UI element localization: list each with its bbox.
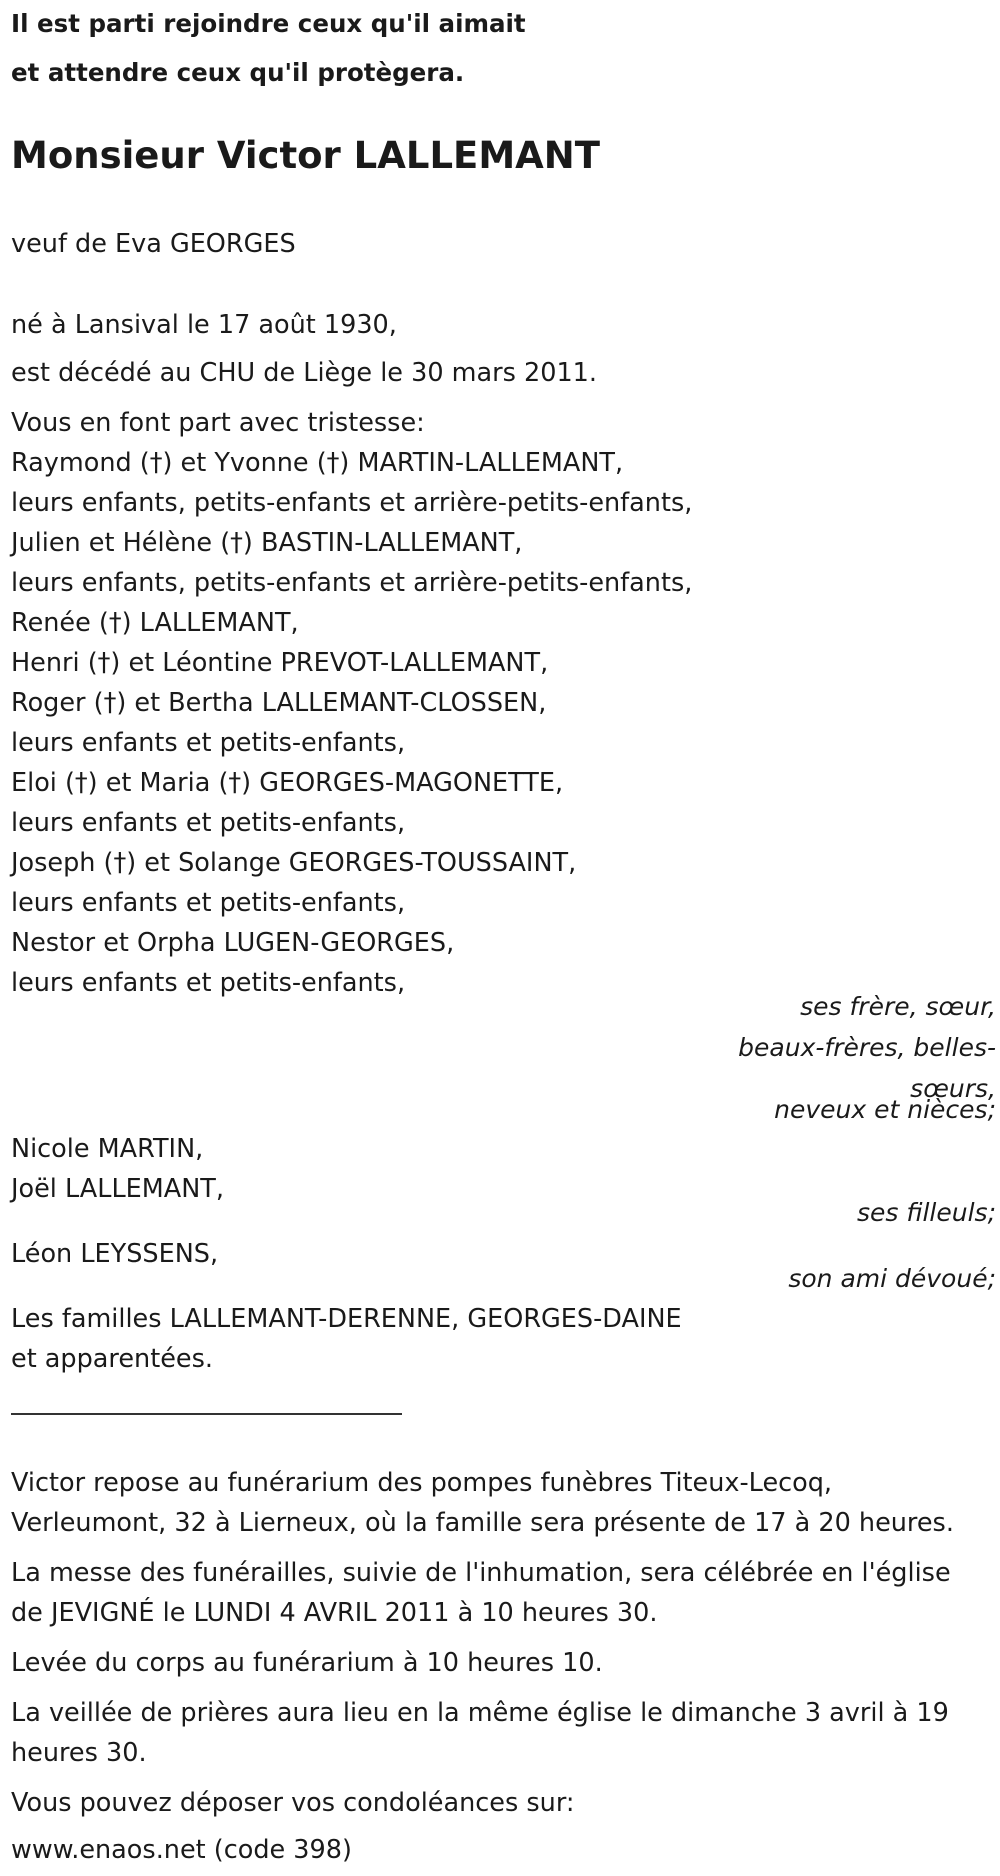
families-line-2: et apparentées. [11, 1344, 213, 1374]
family-line: leurs enfants et petits-enfants, [11, 968, 406, 998]
relation-siblings-line-1: ses frère, sœur, [800, 992, 996, 1021]
family-line: Joseph (†) et Solange GEORGES-TOUSSAINT, [11, 848, 577, 878]
announcement-intro: Vous en font part avec tristesse: [11, 408, 425, 438]
relation-siblings-line-2: beaux-frères, belles- [738, 1033, 996, 1062]
funeral-home-line-2: Verleumont, 32 à Lierneux, où la famille sera présente de 17 à 20 heures. [11, 1508, 954, 1538]
family-line: Raymond (†) et Yvonne (†) MARTIN-LALLEMANT, [11, 448, 624, 478]
mass-line-1: La messe des funérailles, suivie de l'inhumation, sera célébrée en l'église [11, 1558, 951, 1588]
birth-line: né à Lansival le 17 août 1930, [11, 310, 397, 340]
relation-friend: son ami dévoué; [788, 1264, 996, 1293]
family-line: leurs enfants, petits-enfants et arrière-petits-enfants, [11, 568, 693, 598]
family-line: leurs enfants et petits-enfants, [11, 728, 406, 758]
family-line: Roger (†) et Bertha LALLEMANT-CLOSSEN, [11, 688, 547, 718]
relation-siblings-line-3: sœurs, [910, 1074, 996, 1103]
family-line: leurs enfants et petits-enfants, [11, 888, 406, 918]
condolences-intro: Vous pouvez déposer vos condoléances sur: [11, 1788, 575, 1818]
epigraph-line-2: et attendre ceux qu'il protègera. [11, 58, 465, 87]
epigraph-line-1: Il est parti rejoindre ceux qu'il aimait [11, 9, 526, 38]
family-line: Julien et Hélène (†) BASTIN-LALLEMANT, [11, 528, 523, 558]
relation-godchildren: ses filleuls; [856, 1198, 996, 1227]
death-line: est décédé au CHU de Liège le 30 mars 2011. [11, 358, 598, 388]
mass-line-2: de JEVIGNÉ le LUNDI 4 AVRIL 2011 à 10 heures 30. [11, 1598, 658, 1628]
family-line: Nestor et Orpha LUGEN-GEORGES, [11, 928, 455, 958]
condolences-site: www.enaos.net (code 398) [11, 1835, 352, 1865]
relation-siblings-line-4: neveux et nièces; [774, 1095, 996, 1124]
friend-line: Léon LEYSSENS, [11, 1239, 219, 1269]
vigil-line-2: heures 30. [11, 1738, 147, 1768]
family-line: Henri (†) et Léontine PREVOT-LALLEMANT, [11, 648, 549, 678]
deceased-name: Monsieur Victor LALLEMANT [11, 134, 600, 177]
godchild-line: Nicole MARTIN, [11, 1134, 204, 1164]
vigil-line-1: La veillée de prières aura lieu en la même église le dimanche 3 avril à 19 [11, 1698, 949, 1728]
family-line: Renée (†) LALLEMANT, [11, 608, 299, 638]
spouse-line: veuf de Eva GEORGES [11, 229, 296, 259]
funeral-home-line-1: Victor repose au funérarium des pompes funèbres Titeux-Lecoq, [11, 1468, 833, 1498]
family-line: Eloi (†) et Maria (†) GEORGES-MAGONETTE, [11, 768, 564, 798]
families-line-1: Les familles LALLEMANT-DERENNE, GEORGES-DAINE [11, 1304, 682, 1334]
body-removal-line: Levée du corps au funérarium à 10 heures 10. [11, 1648, 603, 1678]
family-line: leurs enfants et petits-enfants, [11, 808, 406, 838]
godchild-line: Joël LALLEMANT, [11, 1174, 224, 1204]
family-line: leurs enfants, petits-enfants et arrière-petits-enfants, [11, 488, 693, 518]
divider-rule [11, 1413, 402, 1415]
